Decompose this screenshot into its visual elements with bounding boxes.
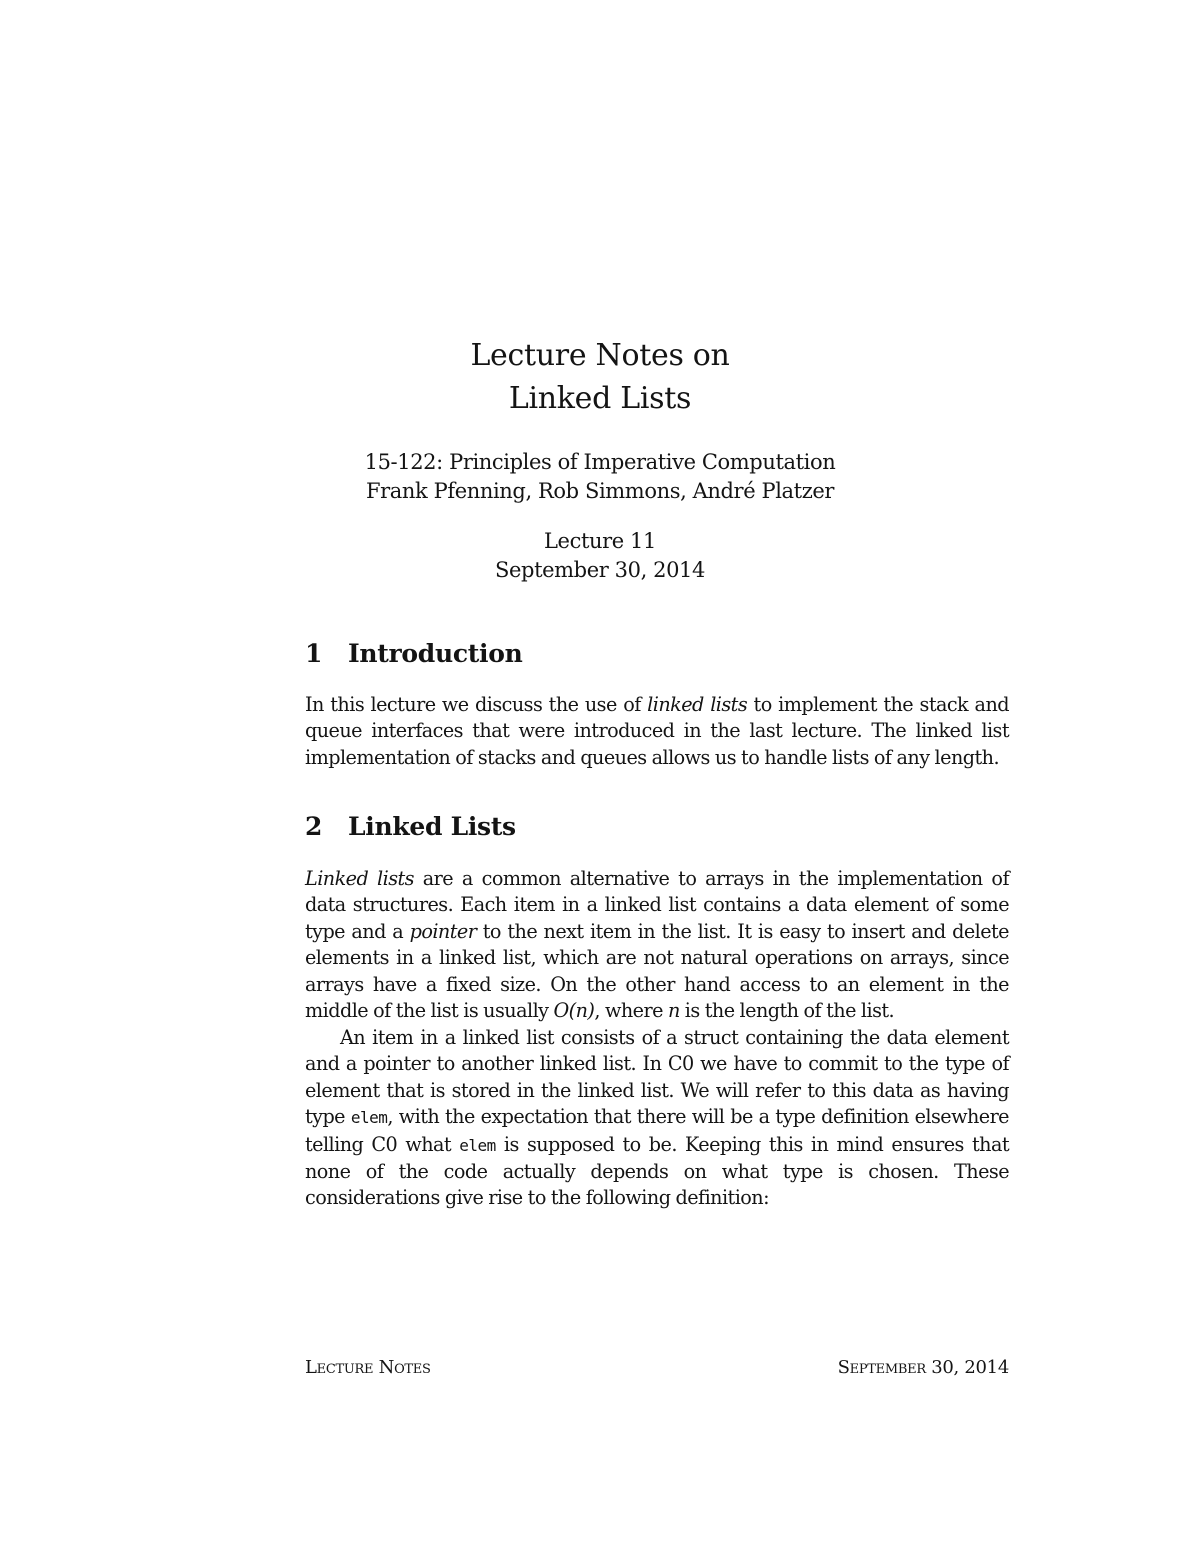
code-term: elem bbox=[459, 1135, 496, 1155]
emphasis-term: pointer bbox=[409, 919, 477, 943]
math-variable: n bbox=[667, 999, 680, 1023]
authors-line: Frank Pfenning, Rob Simmons, André Platzer bbox=[365, 479, 835, 503]
emphasis-term: Linked lists bbox=[305, 867, 414, 890]
section-title: Introduction bbox=[348, 639, 523, 668]
emphasis-term: linked lists bbox=[647, 693, 748, 716]
text-run: In this lecture we discuss the use of bbox=[305, 693, 648, 716]
linked-lists-paragraph-1 bbox=[305, 866, 1009, 1024]
text-run: to implement the stack and queue interfaces that were introduced in the last lecture. The linked list implementation of stacks and queues allows us to handle lists of any length. bbox=[305, 693, 1009, 769]
introduction-paragraph bbox=[305, 692, 1009, 771]
lecture-number: Lecture 11 bbox=[544, 529, 656, 553]
course-line: 15-122: Principles of Imperative Computation bbox=[364, 450, 836, 474]
text-run: , with the expectation that there will be a type definition elsewhere telling C0 what bbox=[305, 1105, 1009, 1156]
meta-block bbox=[0, 448, 1200, 585]
meta-gap bbox=[0, 506, 1200, 527]
section-heading-linked-lists bbox=[305, 812, 516, 841]
linked-lists-paragraph-2 bbox=[305, 1025, 1009, 1212]
text-run: An item in a linked list consists of a struct containing the data element and a pointer to another linked list. In C0 we have to commit to the type of element that is stored in the linked list. We will refer to this data as having type bbox=[305, 1026, 1009, 1129]
section-heading-introduction bbox=[305, 639, 522, 668]
section-number: 2 bbox=[305, 812, 323, 841]
text-run: is supposed to be. Keeping this in mind ensures that none of the code actually depends on what type is chosen. These considerations give rise to the following definition: bbox=[305, 1132, 1009, 1210]
section-number: 1 bbox=[305, 639, 323, 668]
section-title: Linked Lists bbox=[348, 812, 516, 841]
text-run: , where bbox=[594, 999, 668, 1023]
text-run: are a common alternative to arrays in the implementation of data structures. Each item in a linked list contains a data element of some type and a bbox=[305, 867, 1009, 943]
text-run: to the next item in the list. It is easy to insert and delete elements in a linked list, which are not natural operations on arrays, since arrays have a fixed size. On the other hand access to an element in the middle of the list is usually bbox=[305, 919, 1009, 1023]
lecture-date: September 30, 2014 bbox=[495, 558, 705, 582]
footer-left: Lecture Notes bbox=[305, 1357, 431, 1378]
title-line-1: Lecture Notes on bbox=[470, 338, 730, 373]
math-expression: O(n) bbox=[553, 999, 595, 1023]
code-term: elem bbox=[350, 1108, 388, 1128]
title-block bbox=[0, 334, 1200, 420]
title-line-2: Linked Lists bbox=[508, 381, 692, 416]
footer-right: September 30, 2014 bbox=[837, 1357, 1009, 1378]
text-run: is the length of the list. bbox=[679, 999, 895, 1023]
